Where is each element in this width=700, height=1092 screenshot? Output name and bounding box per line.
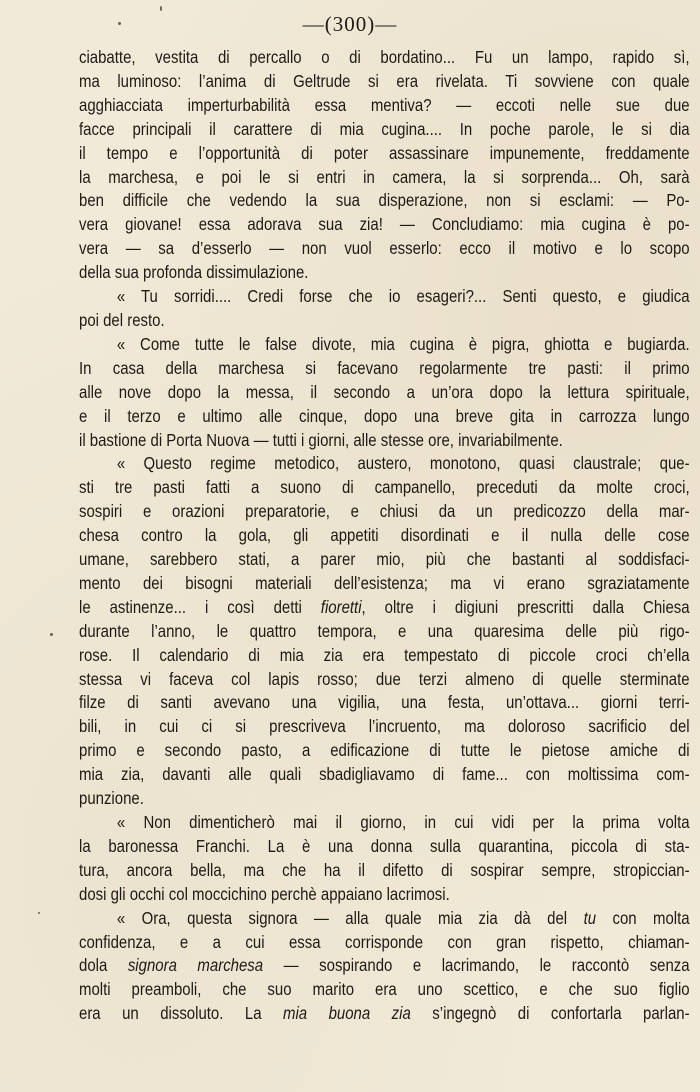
text-line	[79, 1002, 690, 1026]
text-line: mia zia, davanti alle quali sbadigliavamo di fame... con moltissima com-	[79, 764, 690, 785]
italic-text: signora marchesa	[127, 955, 264, 976]
italic-text: mia buona zia	[283, 1003, 411, 1024]
print-speck	[38, 912, 40, 914]
text-segment: s’ingegnò di confortarla parlan-	[410, 1003, 690, 1024]
text-line: mento dei bisogni materiali dell’esistenza; ma vi erano sgraziatamente	[79, 572, 690, 593]
text-line: la marchesa, e poi le si entri in camera, la si sorprenda... Oh, sarà	[79, 166, 690, 187]
text-line: durante l’anno, le quattro tempora, e una quaresima delle più rigo-	[79, 620, 690, 641]
text-line: ben difficile che vedendo la sua disperazione, non si esclami: — Po-	[79, 190, 690, 211]
text-line: dosi gli occhi col moccichino perchè appaiano lacrimosi.	[79, 883, 450, 904]
text-segment: , oltre i digiuni prescritti dalla Chiesa	[361, 596, 690, 617]
text-line: « Tu sorridi.... Credi forse che io esageri?... Senti questo, e giudica	[116, 286, 690, 307]
text-line: In casa della marchesa si facevano regolarmente tre pasti: il primo	[79, 357, 690, 378]
text-segment: dola	[79, 955, 128, 976]
text-line: punzione.	[79, 788, 144, 809]
italic-text: fioretti	[320, 596, 362, 617]
text-line: chesa contro la gola, gli appetiti disordinati e il nulla delle cose	[79, 525, 690, 546]
text-line: vera giovane! essa adorava sua zia! — Concludiamo: mia cugina è po-	[79, 214, 690, 235]
text-line: tura, ancora bella, ma che ha il difetto di sospirar sempre, stropiccian-	[79, 859, 690, 880]
italic-text: tu	[583, 907, 597, 928]
text-line: e il terzo e ultimo alle cinque, dopo una breve gita in carrozza lungo	[79, 405, 690, 426]
text-line: della sua profonda dissimulazione.	[79, 262, 309, 283]
text-line: ma luminoso: l’anima di Geltrude si era rivelata. Ti sovviene con quale	[79, 70, 690, 91]
text-line: agghiacciata imperturbabilità essa mentiva? — eccoti nelle sue due	[79, 94, 690, 115]
text-segment: — sospirando e lacrimando, le raccontò senza	[263, 955, 690, 976]
text-line: confidenza, e a cui essa corrisponde con gran rispetto, chiaman-	[79, 931, 690, 952]
text-segment: era un dissoluto. La	[79, 1003, 284, 1024]
print-speck	[50, 633, 53, 636]
text-line: « Come tutte le false divote, mia cugina è pigra, ghiotta e bugiarda.	[116, 333, 690, 354]
text-line: « Questo regime metodico, austero, monotono, quasi claustrale; que-	[116, 453, 690, 474]
text-line: ciabatte, vestita di percallo o di bordatino... Fu un lampo, rapido sì,	[79, 47, 690, 67]
text-line: il bastione di Porta Nuova — tutti i giorni, alle stesse ore, invariabilmente.	[79, 429, 563, 450]
text-line: poi del resto.	[79, 309, 165, 330]
text-line: sti tre pasti fatti a suono di campanello, preceduti da molte croci,	[79, 477, 690, 498]
text-line: stessa vi faceva col lapis rosso; due terzi almeno di quelle sterminate	[79, 668, 690, 689]
page-number: —(300)—	[302, 12, 398, 36]
text-line: rose. Il calendario di mia zia era tempestato di piccole croci ch’ella	[79, 644, 690, 665]
text-line	[79, 596, 690, 620]
text-segment: « Ora, questa signora — alla quale mia zia dà del	[116, 907, 584, 928]
print-speck	[160, 6, 162, 11]
text-line: il tempo e l’opportunità di poter assassinare impunemente, freddamente	[79, 142, 690, 163]
text-line: la baronessa Franchi. La è una donna sulla quarantina, piccola di sta-	[79, 835, 690, 856]
text-line	[79, 907, 690, 931]
body-text	[79, 46, 690, 1026]
text-line: « Non dimenticherò mai il giorno, in cui vidi per la prima volta	[116, 812, 690, 832]
text-line: bili, in cui ci si prescriveva l’incruento, ma doloroso sacrificio del	[79, 716, 690, 737]
text-line: sospiri e orazioni preparatorie, e chiusi da un predicozzo della mar-	[79, 501, 690, 522]
text-line: umane, sarebbero stati, a parer mio, più che bastanti al soddisfaci-	[79, 549, 690, 570]
text-line: primo e secondo pasto, a edificazione di tutte le pietose amiche di	[79, 740, 690, 761]
text-line: alle nove dopo la messa, il secondo a un’ora dopo la lettura spirituale,	[79, 381, 690, 402]
text-line: filze di santi avevano una vigilia, una festa, un’ottava... giorni terri-	[79, 692, 690, 713]
text-segment: le astinenze... i così detti	[79, 596, 321, 617]
print-speck	[118, 22, 121, 25]
text-line: molti preamboli, che suo marito era uno scettico, e che suo figlio	[79, 979, 690, 1000]
text-line: facce principali il carattere di mia cugina.... In poche parole, le si dia	[79, 118, 690, 139]
text-line	[79, 954, 690, 978]
text-segment: con molta	[596, 907, 690, 928]
text-line: vera — sa d’esserlo — non vuol esserlo: ecco il motivo e lo scopo	[79, 238, 690, 259]
